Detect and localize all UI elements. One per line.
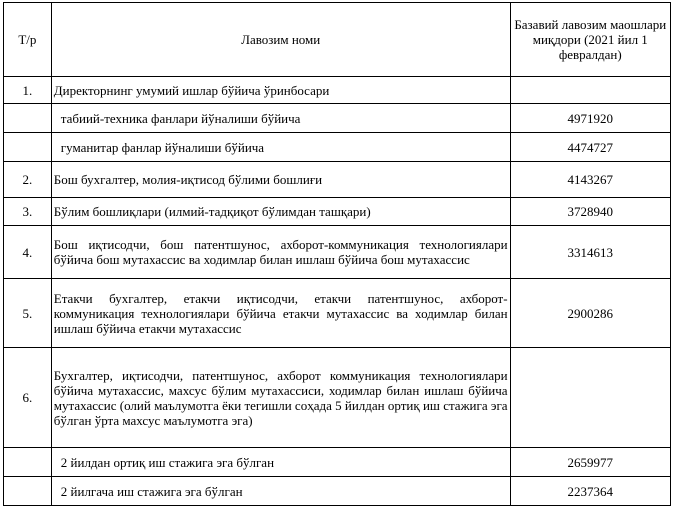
row-salary: 2659977	[510, 448, 670, 477]
row-salary: 2900286	[510, 279, 670, 348]
row-position-name: Бош иқтисодчи, бош патентшунос, ахборот-коммуникация технологиялари бўйича бош мутахассис ва ходимлар билан ишлаш бўйича бош мутахассис	[51, 226, 510, 279]
table-row	[4, 77, 671, 104]
row-salary: 4143267	[510, 162, 670, 198]
table-row	[4, 477, 671, 506]
table-row	[4, 133, 671, 162]
table-header-row	[4, 3, 671, 77]
row-position-name: Бўлим бошлиқлари (илмий-тадқиқот бўлимдан ташқари)	[51, 198, 510, 226]
table-row	[4, 104, 671, 133]
row-num: 5.	[4, 279, 52, 348]
row-num	[4, 448, 52, 477]
row-num: 6.	[4, 348, 52, 448]
row-salary: 4971920	[510, 104, 670, 133]
row-position-name: Директорнинг умумий ишлар бўйича ўринбосари	[51, 77, 510, 104]
row-position-name: Етакчи бухгалтер, етакчи иқтисодчи, етакчи патентшунос, ахборот-коммуникация технологиялари бўйича етакчи мутахассис ва ходимлар билан ишлаш бўйича етакчи мутахассис	[51, 279, 510, 348]
row-num	[4, 477, 52, 506]
salary-table	[3, 2, 671, 506]
header-num: Т/р	[4, 3, 52, 77]
row-num: 1.	[4, 77, 52, 104]
row-num: 4.	[4, 226, 52, 279]
row-salary	[510, 348, 670, 448]
table-row	[4, 226, 671, 279]
row-position-name: Бош бухгалтер, молия-иқтисод бўлими бошлиғи	[51, 162, 510, 198]
header-position-name: Лавозим номи	[51, 3, 510, 77]
row-position-name: табиий-техника фанлари йўналиши бўйича	[51, 104, 510, 133]
row-salary: 4474727	[510, 133, 670, 162]
row-salary: 3728940	[510, 198, 670, 226]
row-position-name: 2 йилгача иш стажига эга бўлган	[51, 477, 510, 506]
table-row	[4, 198, 671, 226]
row-num: 2.	[4, 162, 52, 198]
table-row	[4, 448, 671, 477]
table-row	[4, 279, 671, 348]
row-num	[4, 104, 52, 133]
row-num	[4, 133, 52, 162]
row-position-name: 2 йилдан ортиқ иш стажига эга бўлган	[51, 448, 510, 477]
row-salary: 3314613	[510, 226, 670, 279]
row-salary: 2237364	[510, 477, 670, 506]
table-row	[4, 162, 671, 198]
header-base-salary: Базавий лавозим маошлари миқдори (2021 йил 1 февралдан)	[510, 3, 670, 77]
table-row	[4, 348, 671, 448]
row-salary	[510, 77, 670, 104]
row-position-name: гуманитар фанлар йўналиши бўйича	[51, 133, 510, 162]
row-position-name: Бухгалтер, иқтисодчи, патентшунос, ахборот коммуникация технологиялари бўйича мутахассис, махсус бўлим мутахассиси, ходимлар билан ишлаш бўйича мутахассис (олий маълумотга ёки тегишли соҳада 5 йилдан ортиқ иш стажига эга бўлган ўрта махсус маълумотга эга)	[51, 348, 510, 448]
row-num: 3.	[4, 198, 52, 226]
